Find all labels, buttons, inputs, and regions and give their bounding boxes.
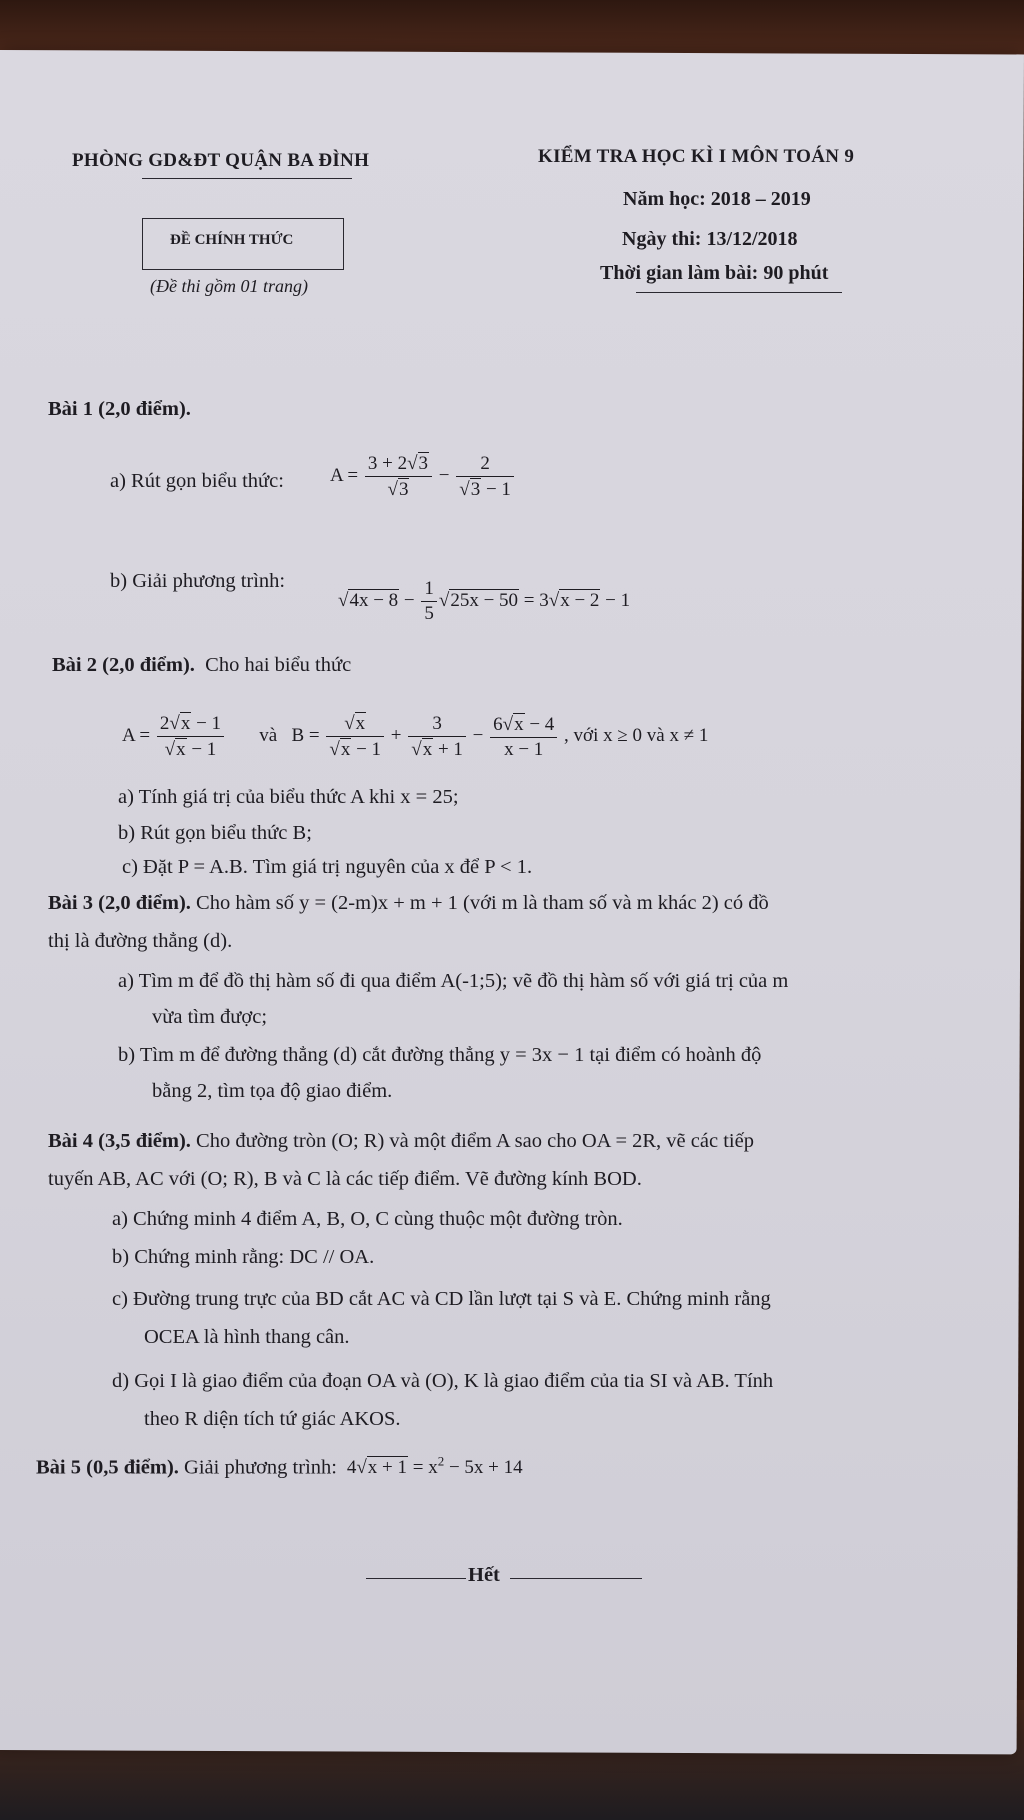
department-underline (142, 178, 352, 179)
problem-3-line-2: thị là đường thẳng (d). (48, 930, 233, 952)
problem-4b: b) Chứng minh rằng: DC // OA. (112, 1246, 375, 1268)
problem-1a-expression: A = $\frac{3 + 2√3}{√3}$ − $\frac{2}{√3 - 1}$ (330, 452, 516, 501)
problem-4c-line-2: OCEA là hình thang cân. (144, 1326, 350, 1348)
problem-4c-line-1: c) Đường trung trực của BD cắt AC và CD lần lượt tại S và E. Chứng minh rằng (112, 1288, 771, 1310)
problem-2-intro: Bài 2 (2,0 điểm). Cho hai biểu thức (52, 654, 352, 676)
problem-3a-line-1: a) Tìm m để đồ thị hàm số đi qua điểm A(-1;5); vẽ đồ thị hàm số với giá trị của m (118, 970, 789, 992)
end-line-right (510, 1578, 642, 1579)
problem-1a-label: a) Rút gọn biểu thức: (110, 470, 284, 492)
exam-duration: Thời gian làm bài: 90 phút (600, 262, 829, 284)
school-year: Năm học: 2018 – 2019 (623, 188, 811, 210)
exam-date: Ngày thi: 13/12/2018 (622, 228, 798, 250)
problem-1b-equation: √4x − 8 − $\frac{1}{5}$ √25x − 50 = 3√x − 2 − 1 (338, 578, 631, 624)
problem-1-heading: Bài 1 (2,0 điểm). (48, 398, 191, 420)
problem-2-expressions: A = $\frac{2√x - 1}{√x - 1}$ và B = $\frac{√x}{√x - 1}$ + $\frac{3}{√x + 1}$ − $\frac{6√x - 4}{x - 1}$ , với x ≥ 0 và x ≠ 1 (122, 712, 709, 760)
problem-4d-line-2: theo R diện tích tứ giác AKOS. (144, 1408, 401, 1430)
problem-2a: a) Tính giá trị của biểu thức A khi x = 25; (118, 786, 459, 808)
problem-3-line-1: Bài 3 (2,0 điểm). Cho hàm số y = (2-m)x + m + 1 (với m là tham số và m khác 2) có đồ (48, 892, 769, 914)
page-note: (Đề thi gồm 01 trang) (150, 276, 308, 296)
department-title: PHÒNG GD&ĐT QUẬN BA ĐÌNH (72, 150, 370, 171)
problem-3b-line-2: bằng 2, tìm tọa độ giao điểm. (152, 1080, 393, 1102)
problem-4a: a) Chứng minh 4 điểm A, B, O, C cùng thuộc một đường tròn. (112, 1208, 623, 1230)
end-line-left (366, 1578, 466, 1579)
problem-3a-line-2: vừa tìm được; (152, 1006, 268, 1028)
exam-title: KIỂM TRA HỌC KÌ I MÔN TOÁN 9 (538, 146, 855, 167)
problem-4-line-2: tuyến AB, AC với (O; R), B và C là các tiếp điểm. Vẽ đường kính BOD. (48, 1168, 642, 1190)
problem-2c: c) Đặt P = A.B. Tìm giá trị nguyên của x để P < 1. (122, 856, 533, 878)
problem-1b-label: b) Giải phương trình: (110, 570, 286, 592)
end-marker: Hết (468, 1564, 500, 1586)
duration-underline (636, 292, 842, 293)
official-stamp-text: ĐỀ CHÍNH THỨC (170, 232, 294, 248)
problem-4-line-1: Bài 4 (3,5 điểm). Cho đường tròn (O; R) và một điểm A sao cho OA = 2R, vẽ các tiếp (48, 1130, 754, 1152)
problem-3b-line-1: b) Tìm m để đường thẳng (d) cắt đường thẳng y = 3x − 1 tại điểm có hoành độ (118, 1044, 762, 1066)
problem-5: Bài 5 (0,5 điểm). Giải phương trình: $4√x + 1 = x^2 - 5x + 14$ (36, 1454, 523, 1479)
problem-4d-line-1: d) Gọi I là giao điểm của đoạn OA và (O), K là giao điểm của tia SI và AB. Tính (112, 1370, 774, 1392)
problem-2b: b) Rút gọn biểu thức B; (118, 822, 312, 844)
